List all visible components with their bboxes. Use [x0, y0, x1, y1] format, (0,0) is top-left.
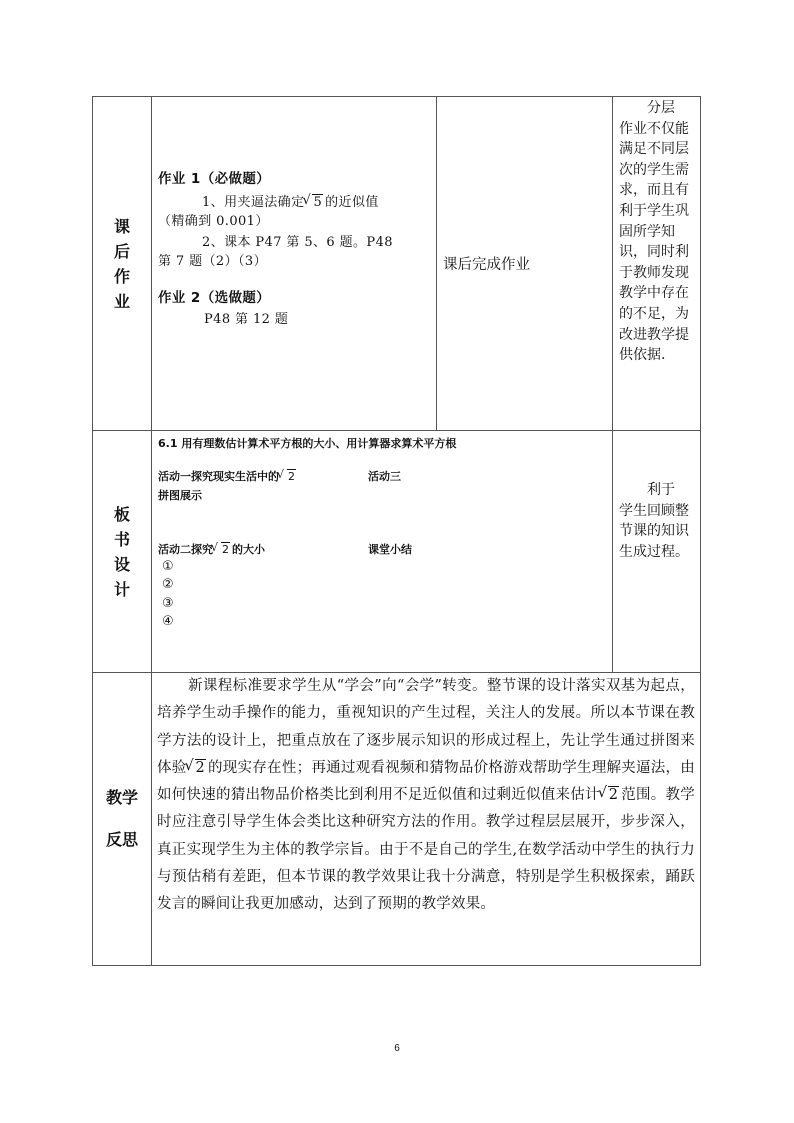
task1-line4: 第 7 题（2）（3）	[158, 254, 267, 269]
sqrt-5: √ 5	[304, 193, 323, 212]
class-summary: 课堂小结	[368, 543, 412, 556]
activity-3-line2: 拼图展示	[158, 489, 202, 502]
task2-title: 作业 2（选做题）	[158, 290, 271, 306]
homework-row-label	[93, 97, 151, 430]
board-title: 6.1 用有理数估计算术平方根的大小、用计算器求算术平方根	[158, 437, 457, 450]
reflection-part3: 范围。教学时应注意引导学生体会类比这种研究方法的作用。教学过程层层展开，步步深入，真正实现学生为主体的教学宗旨。由于不是自己的学生,在数学活动中学生的执行力与预估稍有差距，但本节课的教学效果让我十分满意，特别是学生积极探索，踊跃发言的瞬间让我更加感动，达到了预期的教学效果。	[157, 787, 695, 913]
sqrt-2-b: √ 2	[213, 543, 230, 556]
reflection-part2: 的现实存在性；再通过观看视频和猜物品价格游戏帮助学生理解夹逼法，由如何快速的猜出物品价格类比到利用不足近似值和过剩近似值来估计	[157, 759, 695, 804]
reflection-part1: 新课程标准要求学生从“学会”向“会学”转变。整节课的设计落实双基为起点，培养学生动手操作的能力，重视知识的产生过程，关注人的发展。所以本节课在教学方法的设计上，把重点放在了逐步展示知识的形成过程上，先让学生通过拼图来体验	[157, 678, 695, 776]
sqrt-2-c: √ 2	[187, 755, 206, 782]
task1-line1: 1、用夹逼法确定√ 5 的近似值	[158, 193, 434, 212]
task1-line3: 2、课本 P47 第 5、6 题。P48	[202, 235, 393, 250]
mark-3: ③	[162, 596, 174, 611]
board-content	[152, 431, 612, 672]
activity-2: 活动二探究√ 2 的大小	[158, 541, 265, 557]
homework-content	[158, 170, 434, 329]
board-row-label	[93, 431, 151, 672]
sqrt-2-d: √ 2	[600, 782, 619, 809]
reflection-label-line2: 反思	[105, 830, 138, 849]
homework-label-text: 课后作业	[113, 216, 130, 311]
student-activity: 课后完成作业	[443, 257, 530, 273]
page-number: 6	[394, 1043, 400, 1054]
task1-line2: （精确到 0.001）	[158, 214, 269, 229]
activity-3-line1: 活动三	[368, 470, 401, 483]
homework-design-intent: 分层 作业不仅能满足不同层次的学生需求，而且有利于学生巩固所学知识，同时利于教师发现教学中存在的不足，为改进教学提供依据.	[619, 100, 689, 364]
reflection-text	[157, 673, 695, 919]
board-label-text: 板书设计	[113, 504, 130, 599]
board-design-intent: 利于 学生回顾整节课的知识生成过程。	[619, 482, 689, 560]
sqrt-2-a: √ 2	[279, 470, 296, 483]
task2-line1: P48 第 12 题	[204, 312, 289, 327]
activity-1: 活动一探究现实生活中的√ 2	[158, 468, 298, 484]
reflection-row-label	[93, 673, 151, 965]
task1-title: 作业 1（必做题）	[158, 171, 271, 187]
mark-2: ②	[162, 577, 174, 592]
mark-1: ①	[162, 559, 174, 574]
reflection-label-line1: 教学	[105, 788, 138, 807]
mark-4: ④	[162, 614, 174, 629]
